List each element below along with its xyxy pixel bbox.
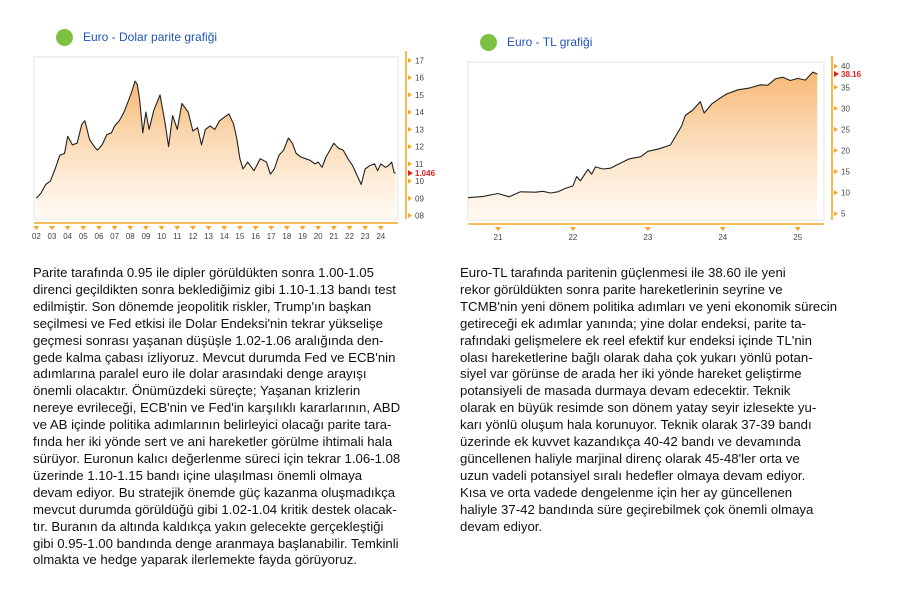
- x-tick-arrow: [174, 226, 180, 230]
- x-tick-arrow: [268, 226, 274, 230]
- x-tick-arrow: [143, 226, 149, 230]
- x-tick-arrow: [331, 226, 337, 230]
- x-tick-arrow: [127, 226, 133, 230]
- x-tick-arrow: [221, 226, 227, 230]
- y-tick-arrow: [408, 110, 412, 115]
- euro-tl-chart: [462, 28, 862, 253]
- x-tick-arrow: [495, 227, 501, 231]
- x-tick-arrow: [206, 226, 212, 230]
- text-line: nereye evrileceği, ECB'nin ve Fed'in karşılıklı kararlarının, ABD: [33, 400, 401, 416]
- y-tick-arrow: [834, 169, 838, 174]
- chart-title: Euro - Dolar parite grafiği: [83, 30, 218, 44]
- x-tick-arrow: [378, 226, 384, 230]
- y-tick-arrow: [834, 127, 838, 132]
- x-tick-label: 22: [345, 232, 354, 241]
- text-line: olası hareketlerine bağlı olarak daha çok yukarı yönlü potan-: [460, 349, 813, 365]
- euro-tl-chart-panel: [462, 28, 862, 253]
- text-line: fında her iki yönde sert ve ani hareketler görülme ihtimali hala: [33, 434, 393, 450]
- text-line: karı yönlü oluşum hala korunuyor. Teknik olarak 37-39 bandı: [460, 417, 812, 433]
- x-tick-label: 11: [173, 232, 182, 241]
- y-tick-arrow: [834, 85, 838, 90]
- x-tick-arrow: [795, 227, 801, 231]
- text-line: olmakta ve hedge yaparak ilerlemekte fayda görüyoruz.: [33, 552, 358, 568]
- text-line: siyel var görünse de arada her iki yönde hareket geliştirme: [460, 366, 802, 382]
- y-tick-arrow: [408, 58, 412, 63]
- x-tick-label: 23: [643, 233, 653, 242]
- x-tick-label: 22: [568, 233, 578, 242]
- x-tick-label: 07: [110, 232, 120, 241]
- y-tick-arrow: [834, 190, 838, 195]
- y-tick-label: 25: [841, 125, 850, 135]
- text-line: rafındaki gelişmelere ek reel efektif kur endeksi içinde TL'nin: [460, 332, 812, 348]
- y-tick-label: 17: [415, 56, 424, 66]
- x-tick-label: 02: [31, 232, 41, 241]
- y-tick-label: 12: [415, 142, 424, 152]
- x-tick-arrow: [190, 226, 196, 230]
- text-line: ve AB içinde politika adımlarının belirleyici olacağı parite tara-: [33, 417, 392, 433]
- x-tick-label: 08: [125, 232, 135, 241]
- x-tick-arrow: [570, 227, 576, 231]
- x-tick-label: 21: [329, 232, 339, 241]
- euro-dollar-chart: [28, 22, 436, 250]
- text-line: seçilmesi ve Fed etkisi ile Dolar Endeksi'nin tekrar yükselişe: [33, 315, 383, 331]
- x-tick-label: 06: [94, 232, 104, 241]
- y-tick-arrow: [834, 211, 838, 216]
- euro-dollar-chart-panel: [28, 22, 436, 250]
- text-line: devam ediyor. Bu stratejik önemde güç kazanma oluşmadıkça: [33, 484, 396, 500]
- chart-header: [56, 27, 217, 47]
- y-tick-label: 5: [841, 209, 846, 219]
- chart-title: Euro - TL grafiği: [507, 35, 593, 49]
- x-tick-arrow: [720, 227, 726, 231]
- x-tick-arrow: [49, 226, 55, 230]
- y-tick-label: 08: [415, 211, 424, 221]
- y-tick-label: 10: [841, 188, 850, 198]
- x-tick-label: 17: [266, 232, 276, 241]
- y-tick-label: 10: [415, 177, 424, 187]
- y-tick-arrow: [834, 148, 838, 153]
- x-tick-arrow: [33, 226, 39, 230]
- text-line: Parite tarafında 0.95 ile dipler görüldükten sonra 1.00-1.05: [33, 265, 374, 280]
- text-line: getireceği ek adımlar yanında; yine dolar endeksi, parite ta-: [460, 315, 806, 331]
- x-tick-arrow: [159, 226, 165, 230]
- y-tick-label: 11: [415, 159, 424, 169]
- x-tick-label: 09: [141, 232, 151, 241]
- text-line: adımlarına paralel euro ile dolar arasındaki denge arayışı: [33, 366, 367, 382]
- y-tick-arrow: [408, 179, 412, 184]
- text-line: sürüyor. Euronun kalıcı değerlenme süreci için tekrar 1.06-1.08: [33, 450, 401, 466]
- text-line: uzun vadeli potansiyel sıralı hedefler olmaya devam ediyor.: [460, 467, 806, 483]
- text-line: üzerinde 1.10-1.15 bandı içine ulaşılması önemli olmaya: [33, 467, 363, 483]
- x-tick-label: 20: [313, 232, 323, 241]
- x-tick-label: 23: [360, 232, 370, 241]
- text-line: mevcut durumda görüldüğü gibi 1.02-1.04 kritik destek olacak-: [33, 501, 397, 517]
- last-value-label: 38.16: [841, 69, 862, 79]
- x-tick-label: 14: [219, 232, 229, 241]
- x-tick-arrow: [346, 226, 352, 230]
- x-tick-arrow: [299, 226, 305, 230]
- y-tick-label: 14: [415, 108, 424, 118]
- y-tick-label: 16: [415, 73, 424, 83]
- text-line: rekor görüldükten sonra parite hareketlerinin seyrine ve: [460, 281, 783, 297]
- x-tick-label: 19: [298, 232, 307, 241]
- x-tick-label: 12: [188, 232, 198, 241]
- text-line: direnci geçildikten sonra beklediğimiz gibi 1.10-1.13 bandı test: [33, 281, 396, 297]
- text-line: gede kalma çabası izliyoruz. Mevcut durumda Fed ve ECB'nin: [33, 349, 396, 365]
- x-tick-arrow: [112, 226, 118, 230]
- y-tick-arrow: [408, 161, 412, 166]
- text-line: üzerinde ek kuvvet kazandıkça 40-42 bandı ve devamında: [460, 434, 801, 450]
- x-tick-label: 18: [282, 232, 292, 241]
- y-tick-label: 13: [415, 125, 424, 135]
- last-value-arrow: [408, 170, 413, 176]
- x-tick-arrow: [362, 226, 368, 230]
- y-tick-arrow: [408, 92, 412, 97]
- y-tick-arrow: [408, 127, 412, 132]
- text-line: önemli olacaktır. Önümüzdeki süreçte; Yaşanan krizlerin: [33, 383, 361, 399]
- text-line: geçmesi sonrası yaşanan düşüşle 1.02-1.06 aralığında den-: [33, 332, 384, 348]
- text-line: tır. Buranın da altında kaldıkça yakın gelecekte gerçekleştiği: [33, 518, 384, 534]
- y-tick-arrow: [834, 64, 838, 69]
- x-tick-arrow: [96, 226, 102, 230]
- x-tick-label: 15: [235, 232, 245, 241]
- commentary-left: [33, 265, 428, 569]
- y-tick-label: 30: [841, 104, 850, 114]
- x-tick-label: 04: [63, 232, 73, 241]
- x-tick-label: 03: [47, 232, 57, 241]
- x-tick-arrow: [253, 226, 259, 230]
- text-line: olarak en büyük resimde son dönem yatay seyir izlesekte yu-: [460, 400, 817, 416]
- y-tick-label: 15: [841, 167, 850, 177]
- text-line: devam ediyor.: [460, 518, 543, 534]
- text-line: edilmiştir. Son dönemde jeopolitik riskler, Trump'ın başkan: [33, 298, 372, 314]
- last-value-label: 1.046: [415, 169, 436, 179]
- text-line: Kısa ve orta vadede dengelenme için her ay güncellenen: [460, 484, 793, 500]
- y-tick-label: 40: [841, 62, 850, 72]
- text-line: potansiyeli de masada durmaya devam edecektir. Teknik: [460, 383, 791, 399]
- text-line: Euro-TL tarafında paritenin güçlenmesi ile 38.60 ile yeni: [460, 265, 786, 280]
- text-line: haliyle 37-42 bandında süre geçirebilmek çok önemli olmaya: [460, 501, 814, 517]
- x-tick-label: 25: [793, 233, 803, 242]
- commentary-right: [460, 265, 880, 536]
- x-tick-label: 24: [376, 232, 386, 241]
- y-tick-label: 35: [841, 83, 850, 93]
- x-tick-arrow: [645, 227, 651, 231]
- x-tick-label: 21: [493, 233, 503, 242]
- last-value-arrow: [834, 71, 839, 77]
- text-line: TCMB'nin yeni dönem politika adımları ve yeni ekonomik sürecin: [460, 298, 838, 314]
- text-line: gibi 0.95-1.00 bandında denge aranmaya başlanabilir. Temkinli: [33, 535, 399, 551]
- green-dot-icon: [480, 34, 497, 51]
- x-tick-arrow: [237, 226, 243, 230]
- x-tick-arrow: [65, 226, 71, 230]
- y-tick-arrow: [408, 213, 412, 218]
- x-tick-arrow: [284, 226, 290, 230]
- y-tick-label: 15: [415, 90, 424, 100]
- y-tick-arrow: [408, 196, 412, 201]
- x-tick-label: 10: [157, 232, 167, 241]
- y-tick-arrow: [408, 75, 412, 80]
- x-tick-arrow: [315, 226, 321, 230]
- x-tick-label: 24: [718, 233, 728, 242]
- green-dot-icon: [56, 29, 73, 46]
- x-tick-label: 05: [78, 232, 88, 241]
- y-tick-arrow: [408, 144, 412, 149]
- y-tick-label: 20: [841, 146, 850, 156]
- chart-header: [480, 32, 592, 52]
- text-line: güncellenen haliyle marjinal direnç olarak 45-48'ler orta ve: [460, 450, 800, 466]
- y-tick-label: 09: [415, 194, 424, 204]
- x-tick-arrow: [80, 226, 86, 230]
- x-tick-label: 13: [204, 232, 214, 241]
- y-tick-arrow: [834, 106, 838, 111]
- x-tick-label: 16: [251, 232, 260, 241]
